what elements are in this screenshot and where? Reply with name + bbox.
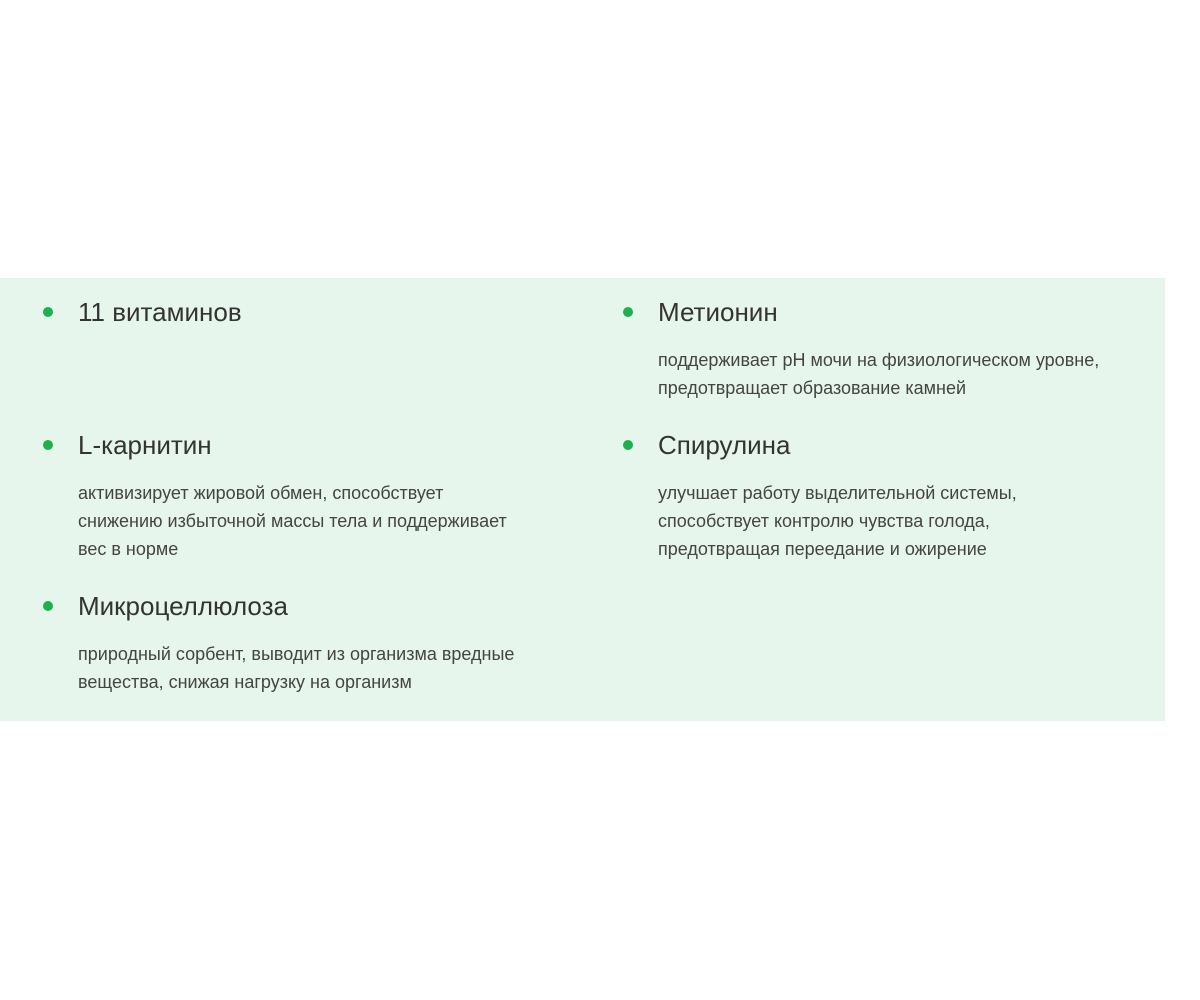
description-line: поддерживает pH мочи на физиологическом уровне, — [658, 350, 1100, 370]
ingredient-description — [658, 479, 1017, 563]
description-line: предотвращая переедание и ожирение — [658, 539, 987, 559]
ingredient-title: Метионин — [658, 297, 778, 327]
description-line: снижению избыточной массы тела и поддерживает — [78, 511, 507, 531]
ingredient-title: Микроцеллюлоза — [78, 591, 288, 621]
bullet-icon — [43, 601, 53, 611]
description-line: вещества, снижая нагрузку на организм — [78, 672, 412, 692]
description-line: способствует контролю чувства голода, — [658, 511, 990, 531]
ingredients-panel — [0, 278, 1165, 721]
ingredient-title: L-карнитин — [78, 430, 212, 460]
description-line: улучшает работу выделительной системы, — [658, 483, 1017, 503]
ingredient-description — [78, 640, 514, 696]
description-line: активизирует жировой обмен, способствует — [78, 483, 444, 503]
ingredient-title: Спирулина — [658, 430, 791, 460]
ingredient-item-spirulina — [658, 427, 1017, 563]
bullet-icon — [623, 307, 633, 317]
ingredient-description — [78, 479, 507, 563]
description-line: природный сорбент, выводит из организма вредные — [78, 644, 515, 664]
ingredient-item-vitamins — [78, 294, 242, 330]
description-line: вес в норме — [78, 539, 179, 559]
ingredient-item-l-carnitine — [78, 427, 507, 563]
bullet-icon — [623, 440, 633, 450]
ingredient-item-methionine — [658, 294, 1099, 402]
bullet-icon — [43, 307, 53, 317]
ingredient-item-microcellulose — [78, 588, 514, 696]
description-line: предотвращает образование камней — [658, 378, 967, 398]
bullet-icon — [43, 440, 53, 450]
ingredient-description — [658, 346, 1099, 402]
ingredient-title: 11 витаминов — [78, 297, 242, 327]
